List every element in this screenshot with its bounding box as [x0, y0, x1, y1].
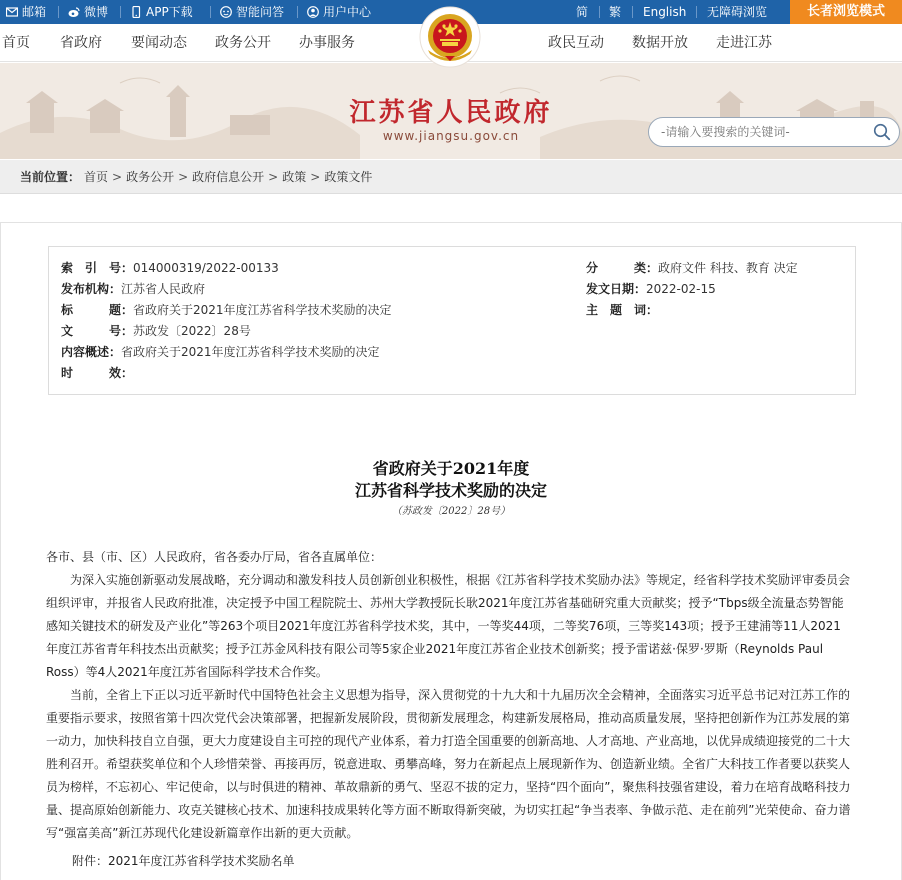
meta-value: 政府文件 科技、教育 决定: [658, 261, 798, 275]
meta-value: 苏政发〔2022〕28号: [133, 324, 251, 338]
document-number: （苏政发〔2022〕28号）: [391, 506, 511, 517]
meta-label: 索 引 号：: [61, 261, 134, 275]
meta-title: [61, 300, 392, 320]
breadcrumb-item-info-disclosure[interactable]: 政府信息公开: [192, 170, 265, 184]
document-title-line-2: 江苏省科学技术奖励的决定: [354, 481, 547, 500]
meta-validity: [61, 363, 133, 383]
meta-value: 014000319/2022-00133: [133, 261, 279, 275]
meta-subject-words: [586, 300, 658, 320]
mail-link[interactable]: [6, 0, 46, 24]
accessible-browse-link[interactable]: 无障碍浏览: [707, 5, 768, 19]
meta-index-number: [61, 258, 279, 278]
meta-label: 时 效：: [61, 366, 134, 380]
divider: [120, 6, 121, 18]
nav-item-open-data[interactable]: 数据开放: [632, 35, 688, 51]
site-banner: [0, 63, 902, 159]
divider: [696, 6, 697, 18]
search-input[interactable]: [661, 123, 861, 141]
mail-icon: [6, 6, 18, 18]
document-title-line-1: 省政府关于2021年度: [372, 459, 530, 478]
english-link[interactable]: English: [643, 5, 687, 19]
search-box: [648, 117, 900, 147]
nav-item-provincial-gov[interactable]: 省政府: [60, 35, 102, 51]
divider: [599, 6, 600, 18]
elder-mode-button[interactable]: 长者浏览模式: [790, 0, 902, 24]
document-body: [46, 546, 852, 845]
breadcrumb-separator: >: [112, 170, 123, 184]
meta-label: 标 题：: [61, 303, 134, 317]
breadcrumb: [0, 160, 902, 194]
salutation: 各市、县（市、区）人民政府，省各委办厅局，省各直属单位：: [46, 550, 383, 564]
breadcrumb-item-policy-documents[interactable]: 政策文件: [324, 170, 373, 184]
meta-label: 文 号：: [61, 324, 134, 338]
body-paragraph: 当前，全省上下正以习近平新时代中国特色社会主义思想为指导，深入贯彻党的十九大和十九届历次全会精神，全面落实习近平总书记对江苏工作的重要指示要求，按照省第十四次党代会决策部署，把握新发展阶段，贯彻新发展理念，构建新发展格局，推动高质量发展，坚持把创新作为江苏发展的第一动力，加快科技自立自强，更大力度建设自主可控的现代产业体系，着力打造全国重要的创新高地、人才高地、产业高地，以优异成绩迎接党的二十大胜利召开。希望获奖单位和个人珍惜荣誉、再接再厉，锐意进取、勇攀高峰，努力在新起点上展现新作为、创造新业绩。全省广大科技工作者要以获奖人员为榜样，不忘初心、牢记使命，以与时俱进的精神、革故鼎新的勇气、坚忍不拔的定力，坚持“四个面向”，聚焦科技强省建设，着力在培育战略科技力量、提高原始创新能力、攻克关键核心技术、加速科技成果转化等方面不断取得新突破，为切实扛起“争当表率、争做示范、走在前列”光荣使命、奋力谱写“强富美高”新江苏现代化建设新篇章作出新的更大贡献。: [46, 688, 851, 840]
meta-publisher: [61, 279, 205, 299]
attachment-link[interactable]: 附件：2021年度江苏省科学技术奖励名单: [72, 854, 295, 868]
user-center-label: 用户中心: [323, 5, 372, 19]
search-icon[interactable]: [873, 123, 891, 141]
phone-icon: [130, 6, 142, 18]
national-emblem-icon[interactable]: [418, 6, 482, 70]
document-metadata-box: [48, 246, 856, 395]
breadcrumb-item-policy[interactable]: 政策: [282, 170, 307, 184]
meta-label: 内容概述：: [61, 345, 122, 359]
meta-value: 省政府关于2021年度江苏省科学技术奖励的决定: [121, 345, 380, 359]
site-title: 江苏省人民政府: [349, 98, 553, 128]
nav-item-home[interactable]: 首页: [2, 35, 30, 51]
meta-document-number: [61, 321, 251, 341]
nav-item-gov-affairs[interactable]: 政务公开: [215, 35, 271, 51]
weibo-link[interactable]: [68, 0, 108, 24]
app-download-label: APP下载: [146, 5, 193, 19]
body-paragraph: 为深入实施创新驱动发展战略，充分调动和激发科技人员创新创业积极性，根据《江苏省科学技术奖励办法》等规定，经省科学技术奖励评审委员会组织评审，并报省人民政府批准，决定授予中国工程院院士、苏州大学教授阮长耿2021年度江苏省基础研究重大贡献奖；授予“Tbps级全流量态势智能感知关键技术的研发及产业化”等263个项目2021年度江苏省科学技术奖，其中，一等奖44项，二等奖76项，三等奖143项；授予王建浦等11人2021年度江苏省青年科技杰出贡献奖；授予江苏金风科技有限公司等5家企业2021年度江苏省企业技术创新奖；授予雷诺兹·保罗·罗斯（Reynolds Paul Ross）等4人2021年度江苏省国际科学技术合作奖。: [46, 573, 851, 679]
meta-summary: [61, 342, 380, 362]
divider: [58, 6, 59, 18]
meta-value: 省政府关于2021年度江苏省科学技术奖励的决定: [133, 303, 392, 317]
nav-item-about-jiangsu[interactable]: 走进江苏: [716, 35, 772, 51]
breadcrumb-separator: >: [178, 170, 189, 184]
divider: [297, 6, 298, 18]
breadcrumb-item-home[interactable]: 首页: [84, 170, 109, 184]
weibo-icon: [68, 6, 80, 18]
nav-item-services[interactable]: 办事服务: [299, 35, 355, 51]
simplified-chinese-link[interactable]: 简: [576, 5, 589, 19]
site-url: www.jiangsu.gov.cn: [382, 129, 520, 143]
divider: [632, 6, 633, 18]
smart-qa-label: 智能问答: [236, 5, 285, 19]
meta-issue-date: [586, 279, 716, 299]
breadcrumb-separator: >: [268, 170, 279, 184]
mail-label: 邮箱: [22, 5, 47, 19]
nav-item-news[interactable]: 要闻动态: [131, 35, 187, 51]
robot-icon: [220, 6, 232, 18]
breadcrumb-item-gov-affairs[interactable]: 政务公开: [126, 170, 175, 184]
breadcrumb-trail: [84, 160, 372, 194]
smart-qa-link[interactable]: [220, 0, 284, 24]
user-center-link[interactable]: [307, 0, 371, 24]
meta-label: 分 类：: [586, 261, 659, 275]
breadcrumb-separator: >: [310, 170, 321, 184]
meta-value: 2022-02-15: [646, 282, 716, 296]
divider: [210, 6, 211, 18]
traditional-chinese-link[interactable]: 繁: [609, 5, 622, 19]
meta-label: 主 题 词：: [586, 303, 659, 317]
breadcrumb-label: 当前位置：: [20, 170, 81, 184]
weibo-label: 微博: [84, 5, 109, 19]
meta-label: 发文日期：: [586, 282, 647, 296]
meta-value: 江苏省人民政府: [121, 282, 206, 296]
meta-label: 发布机构：: [61, 282, 122, 296]
app-download-link[interactable]: [130, 0, 193, 24]
meta-category: [586, 258, 798, 278]
nav-item-interaction[interactable]: 政民互动: [548, 35, 604, 51]
user-icon: [307, 6, 319, 18]
